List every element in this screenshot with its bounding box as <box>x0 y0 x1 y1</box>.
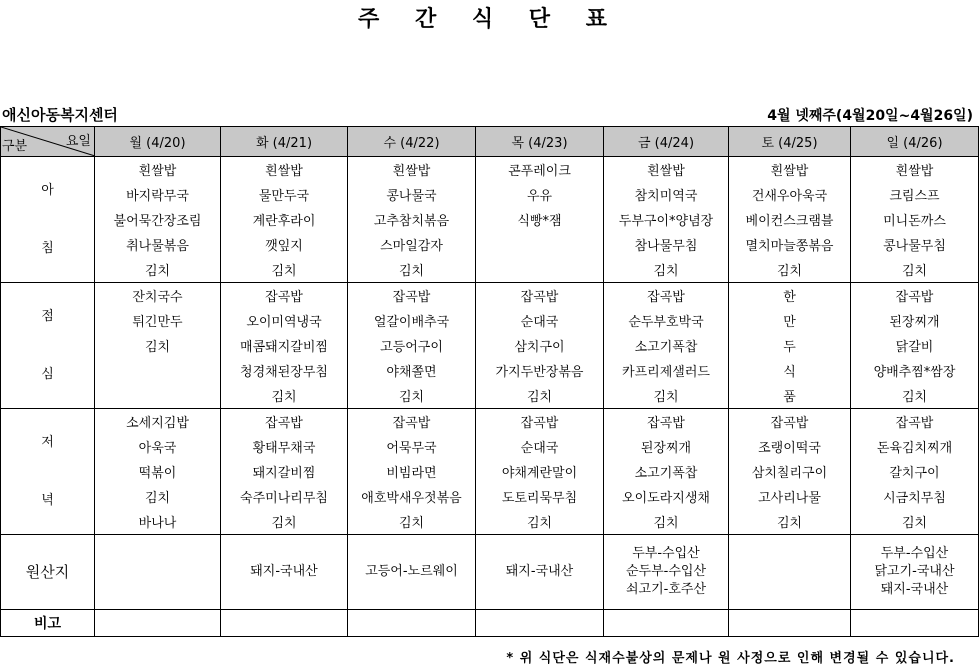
menu-row <box>1 308 979 333</box>
day-header: 수 (4/22) <box>348 127 476 157</box>
menu-cell: 김치 <box>221 257 348 283</box>
menu-cell: 미니돈까스 <box>851 207 979 232</box>
menu-cell: 시금치무침 <box>851 484 979 509</box>
menu-cell: 순대국 <box>476 308 604 333</box>
header-row <box>1 127 979 157</box>
remarks-cell <box>729 610 851 637</box>
menu-cell: 멸치마늘쫑볶음 <box>729 232 851 257</box>
menu-cell: 떡볶이 <box>95 459 221 484</box>
menu-cell: 고등어구이 <box>348 333 476 358</box>
meal-label-bottom: 녁 <box>41 492 54 508</box>
menu-cell: 잡곡밥 <box>476 409 604 435</box>
menu-cell: 황태무채국 <box>221 434 348 459</box>
origin-cell <box>851 535 979 610</box>
origin-line: 고등어-노르웨이 <box>365 564 458 579</box>
menu-row <box>1 409 979 435</box>
day-header: 금 (4/24) <box>604 127 729 157</box>
menu-cell <box>476 232 604 257</box>
origin-cell <box>729 535 851 610</box>
menu-row <box>1 157 979 183</box>
menu-cell: 순대국 <box>476 434 604 459</box>
menu-cell: 삼치구이 <box>476 333 604 358</box>
menu-cell: 잡곡밥 <box>221 409 348 435</box>
weekly-menu-table <box>0 126 979 637</box>
origin-line: 돼지-국내산 <box>880 582 949 597</box>
menu-cell: 잔치국수 <box>95 283 221 309</box>
menu-row <box>1 283 979 309</box>
menu-cell: 김치 <box>604 509 729 535</box>
menu-row <box>1 509 979 535</box>
menu-cell: 소고기폭찹 <box>604 333 729 358</box>
menu-cell: 김치 <box>604 383 729 409</box>
menu-cell: 바나나 <box>95 509 221 535</box>
remarks-cell <box>604 610 729 637</box>
menu-cell: 김치 <box>851 257 979 283</box>
remarks-cell <box>221 610 348 637</box>
menu-cell: 잡곡밥 <box>604 283 729 309</box>
menu-cell: 가지두반장볶음 <box>476 358 604 383</box>
meal-label-top: 점 <box>41 308 54 324</box>
menu-cell: 돈육김치찌개 <box>851 434 979 459</box>
menu-cell: 두 <box>729 333 851 358</box>
remarks-label: 비고 <box>1 610 95 637</box>
menu-cell: 김치 <box>604 257 729 283</box>
menu-row <box>1 358 979 383</box>
menu-cell: 소고기폭찹 <box>604 459 729 484</box>
menu-cell: 흰쌀밥 <box>221 157 348 183</box>
meal-label <box>1 157 95 283</box>
menu-row <box>1 257 979 283</box>
menu-cell: 오이도라지생채 <box>604 484 729 509</box>
menu-cell: 도토리묵무침 <box>476 484 604 509</box>
menu-cell: 잡곡밥 <box>604 409 729 435</box>
menu-cell: 한 <box>729 283 851 309</box>
organization-name: 애신아동복지센터 <box>2 106 118 124</box>
day-header: 월 (4/20) <box>95 127 221 157</box>
menu-cell: 김치 <box>476 383 604 409</box>
origin-line: 순두부-수입산 <box>625 564 707 579</box>
menu-cell <box>95 383 221 409</box>
menu-cell: 야채쫄면 <box>348 358 476 383</box>
menu-row <box>1 434 979 459</box>
origin-line: 돼지-국내산 <box>505 564 574 579</box>
menu-cell: 콘푸레이크 <box>476 157 604 183</box>
menu-row <box>1 207 979 232</box>
menu-cell: 두부구이*양념장 <box>604 207 729 232</box>
meal-label-top: 아 <box>41 182 54 198</box>
menu-cell: 고추참치볶음 <box>348 207 476 232</box>
menu-cell: 애호박새우젓볶음 <box>348 484 476 509</box>
menu-cell <box>95 358 221 383</box>
menu-cell: 김치 <box>348 509 476 535</box>
menu-row <box>1 383 979 409</box>
menu-cell: 아욱국 <box>95 434 221 459</box>
menu-cell: 김치 <box>95 333 221 358</box>
menu-cell: 된장찌개 <box>851 308 979 333</box>
menu-cell: 식 <box>729 358 851 383</box>
week-label: 4월 넷째주(4월20일~4월26일) <box>767 108 973 124</box>
remarks-cell <box>476 610 604 637</box>
day-header: 목 (4/23) <box>476 127 604 157</box>
menu-row <box>1 484 979 509</box>
menu-cell: 소세지김밥 <box>95 409 221 435</box>
menu-cell: 품 <box>729 383 851 409</box>
meal-label-bottom: 심 <box>41 366 54 382</box>
menu-cell: 바지락무국 <box>95 182 221 207</box>
page-title: 주 간 식 단 표 <box>358 7 621 32</box>
menu-cell: 불어묵간장조림 <box>95 207 221 232</box>
menu-cell: 잡곡밥 <box>851 409 979 435</box>
origin-line: 닭고기-국내산 <box>874 564 955 579</box>
origin-cell <box>221 535 348 610</box>
day-header: 일 (4/26) <box>851 127 979 157</box>
menu-cell: 콩나물무침 <box>851 232 979 257</box>
menu-row <box>1 182 979 207</box>
day-header: 토 (4/25) <box>729 127 851 157</box>
menu-cell: 베이컨스크램블 <box>729 207 851 232</box>
menu-cell: 잡곡밥 <box>476 283 604 309</box>
menu-cell: 고사리나물 <box>729 484 851 509</box>
menu-cell: 잡곡밥 <box>851 283 979 309</box>
menu-cell: 잡곡밥 <box>348 409 476 435</box>
menu-cell: 얼갈이배추국 <box>348 308 476 333</box>
origin-line: 두부-수입산 <box>880 546 949 561</box>
menu-cell: 김치 <box>348 257 476 283</box>
menu-cell: 김치 <box>221 383 348 409</box>
origin-line: 두부-수입산 <box>632 546 700 561</box>
remarks-row <box>1 610 979 637</box>
menu-cell: 비빔라면 <box>348 459 476 484</box>
menu-row <box>1 333 979 358</box>
header-corner <box>1 127 95 157</box>
day-header: 화 (4/21) <box>221 127 348 157</box>
menu-cell: 계란후라이 <box>221 207 348 232</box>
menu-cell: 김치 <box>729 509 851 535</box>
menu-cell: 만 <box>729 308 851 333</box>
menu-cell: 된장찌개 <box>604 434 729 459</box>
origin-line: 돼지-국내산 <box>250 564 318 579</box>
menu-cell: 양배추찜*쌈장 <box>851 358 979 383</box>
menu-cell: 깻잎지 <box>221 232 348 257</box>
menu-cell: 갈치구이 <box>851 459 979 484</box>
menu-cell: 식빵*잼 <box>476 207 604 232</box>
menu-cell: 어묵무국 <box>348 434 476 459</box>
menu-cell: 흰쌀밥 <box>95 157 221 183</box>
menu-cell: 물만두국 <box>221 182 348 207</box>
menu-cell: 카프리제샐러드 <box>604 358 729 383</box>
menu-cell: 우유 <box>476 182 604 207</box>
corner-category-label: 구분 <box>2 139 28 154</box>
menu-cell: 김치 <box>851 383 979 409</box>
menu-cell: 숙주미나리무침 <box>221 484 348 509</box>
menu-cell: 흰쌀밥 <box>729 157 851 183</box>
menu-cell: 김치 <box>221 509 348 535</box>
menu-cell <box>476 257 604 283</box>
menu-cell: 청경채된장무침 <box>221 358 348 383</box>
meal-label <box>1 283 95 409</box>
menu-cell: 흰쌀밥 <box>604 157 729 183</box>
meal-label-top: 저 <box>41 434 54 450</box>
menu-cell: 튀긴만두 <box>95 308 221 333</box>
menu-cell: 콩나물국 <box>348 182 476 207</box>
menu-cell: 오이미역냉국 <box>221 308 348 333</box>
origin-label: 원산지 <box>1 535 95 610</box>
menu-cell: 참치미역국 <box>604 182 729 207</box>
menu-cell: 김치 <box>851 509 979 535</box>
menu-cell: 김치 <box>729 257 851 283</box>
menu-cell: 건새우아욱국 <box>729 182 851 207</box>
menu-cell: 잡곡밥 <box>729 409 851 435</box>
remarks-cell <box>851 610 979 637</box>
menu-cell: 김치 <box>348 383 476 409</box>
remarks-cell <box>348 610 476 637</box>
origin-cell <box>604 535 729 610</box>
meal-label-bottom: 침 <box>41 240 54 256</box>
origin-cell <box>476 535 604 610</box>
corner-day-label: 요일 <box>65 134 91 149</box>
menu-cell: 스마일감자 <box>348 232 476 257</box>
menu-cell: 삼치칠리구이 <box>729 459 851 484</box>
menu-row <box>1 459 979 484</box>
menu-cell: 김치 <box>95 257 221 283</box>
menu-cell: 잡곡밥 <box>348 283 476 309</box>
remarks-cell <box>95 610 221 637</box>
menu-cell: 야채계란말이 <box>476 459 604 484</box>
origin-cell <box>95 535 221 610</box>
menu-cell: 크림스프 <box>851 182 979 207</box>
menu-cell: 흰쌀밥 <box>851 157 979 183</box>
menu-cell: 흰쌀밥 <box>348 157 476 183</box>
menu-cell: 순두부호박국 <box>604 308 729 333</box>
menu-cell: 참나물무침 <box>604 232 729 257</box>
menu-cell: 취나물볶음 <box>95 232 221 257</box>
menu-cell: 닭갈비 <box>851 333 979 358</box>
origin-cell <box>348 535 476 610</box>
meal-label <box>1 409 95 535</box>
menu-cell: 조랭이떡국 <box>729 434 851 459</box>
origin-line: 쇠고기-호주산 <box>625 582 707 597</box>
menu-cell: 잡곡밥 <box>221 283 348 309</box>
footnote: * 위 식단은 식재수불상의 문제나 원 사정으로 인해 변경될 수 있습니다. <box>506 651 955 666</box>
menu-row <box>1 232 979 257</box>
origin-row <box>1 535 979 610</box>
menu-cell: 돼지갈비찜 <box>221 459 348 484</box>
menu-cell: 김치 <box>476 509 604 535</box>
menu-cell: 매콤돼지갈비찜 <box>221 333 348 358</box>
menu-cell: 김치 <box>95 484 221 509</box>
